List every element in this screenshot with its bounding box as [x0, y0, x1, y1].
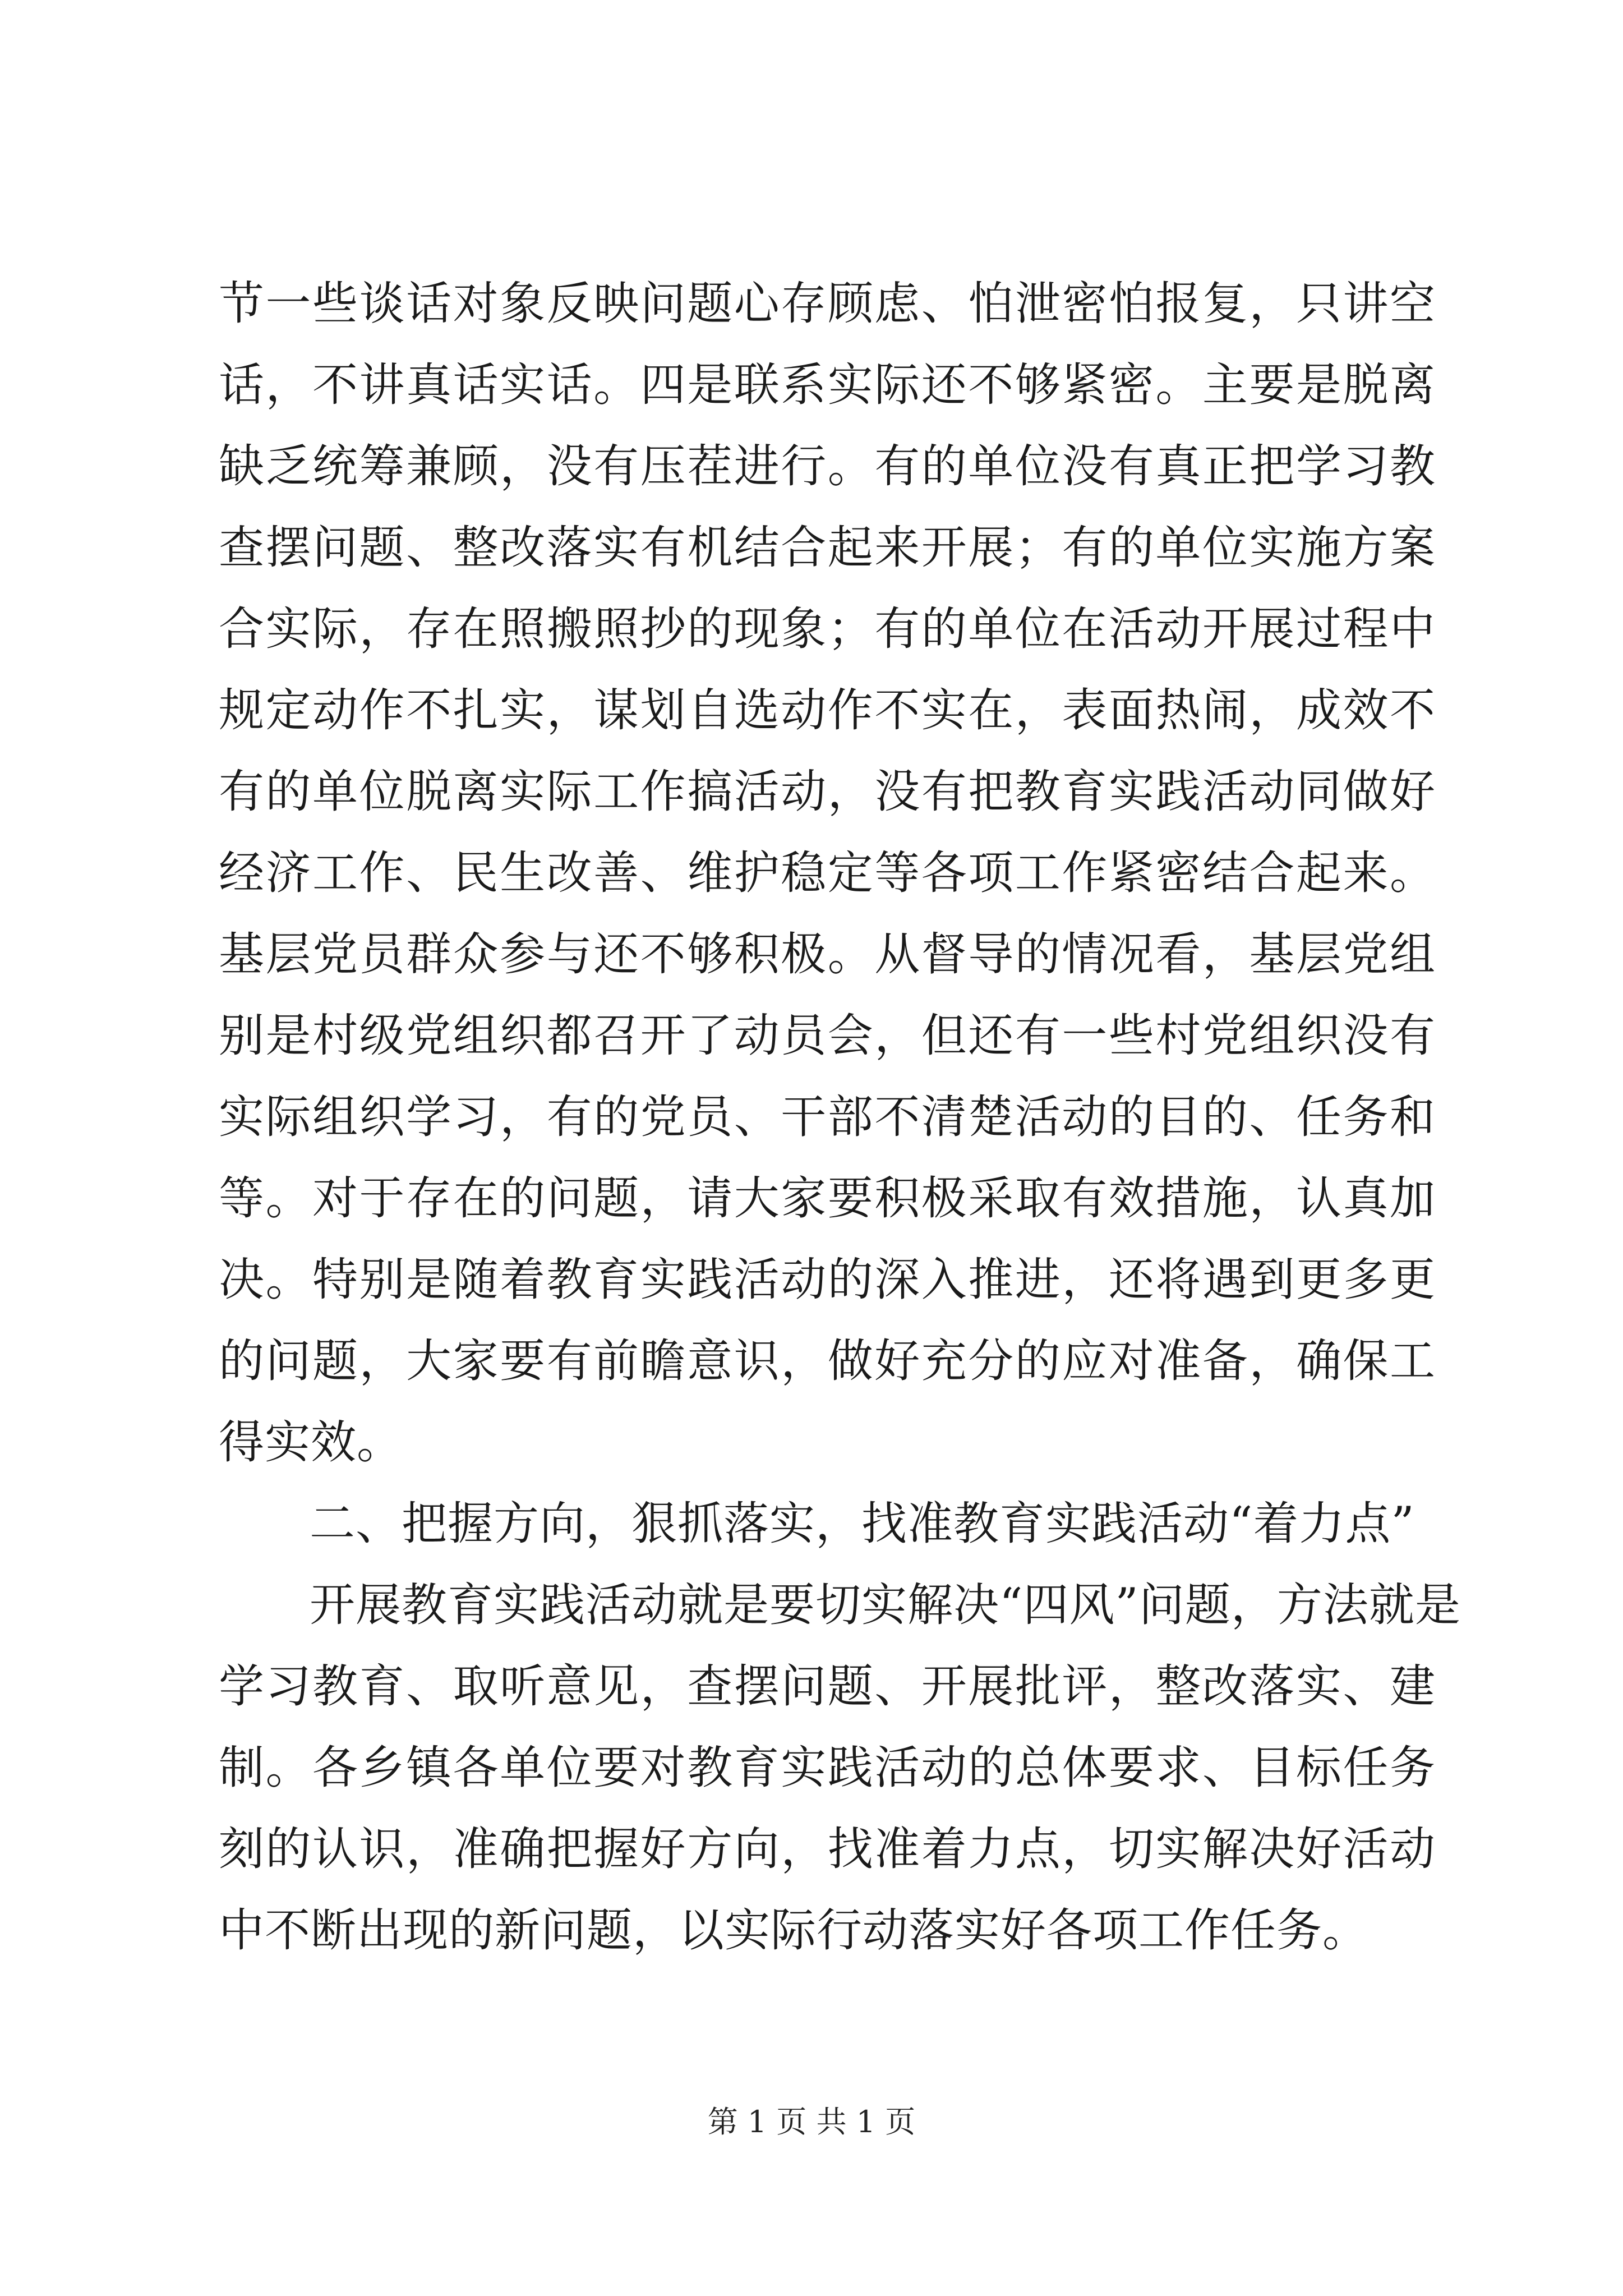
text-line: 刻的认识，准确把握好方向，找准着力点，切实解决好活动 — [219, 1823, 1436, 1876]
text-line: 基层党员群众参与还不够积极。从督导的情况看，基层党组 — [219, 928, 1436, 981]
text-line: 节一些谈话对象反映问题心存顾虑、怕泄密怕报复，只讲空 — [219, 278, 1436, 330]
text-line: 经济工作、民生改善、维护稳定等各项工作紧密结合起来。 — [219, 847, 1436, 900]
text-line: 实际组织学习，有的党员、干部不清楚活动的目的、任务和 — [219, 1091, 1436, 1144]
text-line: 制。各乡镇各单位要对教育实践活动的总体要求、目标任务 — [219, 1742, 1436, 1795]
text-line: 缺乏统筹兼顾，没有压茬进行。有的单位没有真正把学习教 — [219, 440, 1436, 493]
text-line: 话，不讲真话实话。四是联系实际还不够紧密。主要是脱离 — [219, 359, 1436, 412]
text-line: 有的单位脱离实际工作搞活动，没有把教育实践活动同做好 — [219, 766, 1436, 818]
text-line: 的问题，大家要有前瞻意识，做好充分的应对准备，确保工 — [219, 1335, 1436, 1388]
text-line: 决。特别是随着教育实践活动的深入推进，还将遇到更多更 — [219, 1254, 1436, 1306]
text-line: 等。对于存在的问题，请大家要积极采取有效措施，认真加 — [219, 1172, 1436, 1225]
text-line: 中不断出现的新问题，以实际行动落实好各项工作任务。 — [219, 1904, 1369, 1957]
page-number-footer: 第 1 页 共 1 页 — [707, 2104, 916, 2139]
document-body — [219, 264, 1461, 1972]
text-line: 得实效。 — [219, 1416, 403, 1469]
text-line: 规定动作不扎实，谋划自选动作不实在，表面热闹，成效不 — [219, 684, 1436, 737]
text-line: 别是村级党组织都召开了动员会，但还有一些村党组织没有 — [219, 1010, 1436, 1062]
text-line: 开展教育实践活动就是要切实解决“四风”问题，方法就是 — [310, 1579, 1461, 1632]
text-line: 合实际，存在照搬照抄的现象；有的单位在活动开展过程中 — [219, 603, 1436, 656]
section-heading: 二、把握方向，狠抓落实，找准教育实践活动“着力点” — [310, 1498, 1415, 1550]
text-line: 查摆问题、整改落实有机结合起来开展；有的单位实施方案 — [219, 522, 1436, 574]
text-line: 学习教育、取听意见，查摆问题、开展批评，整改落实、建 — [219, 1660, 1436, 1713]
